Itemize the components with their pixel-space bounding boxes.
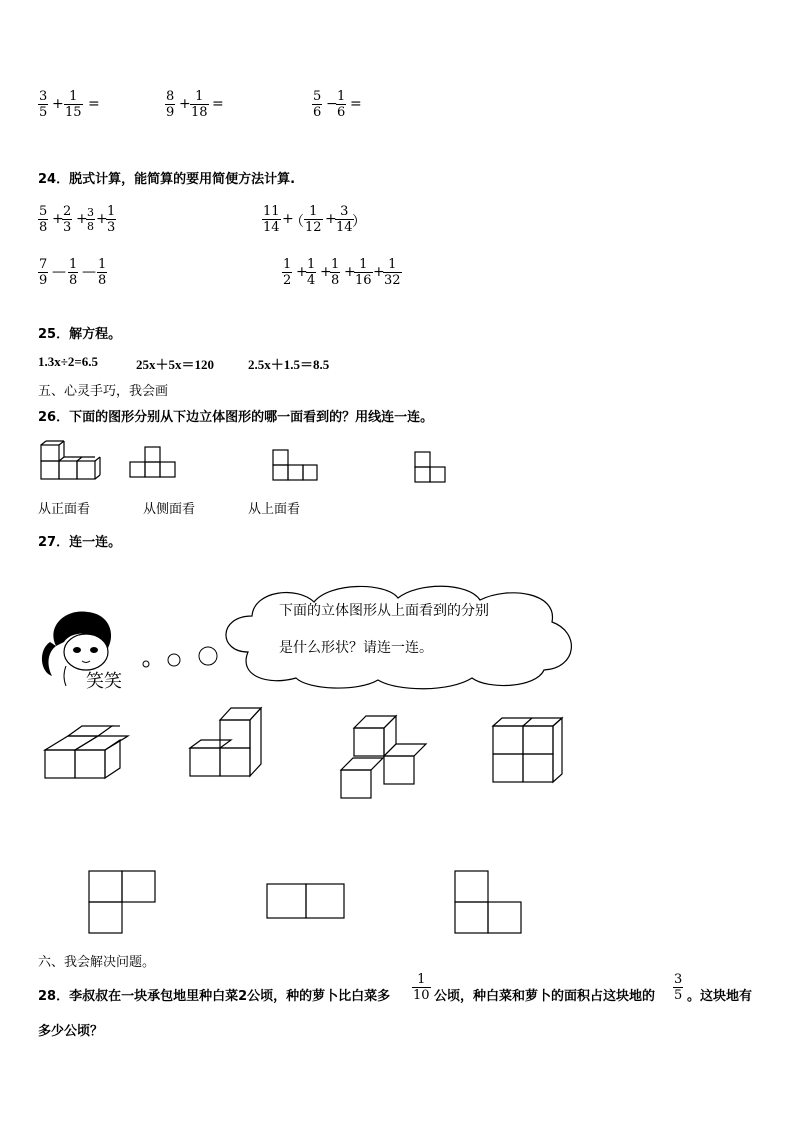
operator: + bbox=[373, 264, 385, 280]
q26-view-1 bbox=[130, 446, 176, 482]
equals: = bbox=[88, 96, 100, 112]
operator: + bbox=[76, 211, 88, 227]
fraction: $\frac{5}{6}$ bbox=[313, 89, 322, 120]
fraction: $\frac{1}{8}$ bbox=[98, 257, 107, 288]
paren-open: （ bbox=[290, 214, 304, 230]
q27-solid-3 bbox=[340, 714, 424, 802]
fraction: $\frac{1}{8}$ bbox=[331, 257, 340, 288]
q26-view-3 bbox=[414, 451, 446, 485]
bubble-text-line-2: 是什么形状？请连一连。 bbox=[279, 640, 433, 656]
fraction: $\frac{1}{15}$ bbox=[65, 89, 82, 120]
thought-bubble bbox=[218, 582, 582, 690]
q28-text-part-3: 。这块地有 bbox=[687, 989, 753, 1004]
equation-1: 1.3x÷2=6.5 bbox=[38, 354, 99, 369]
fraction: $\frac{1}{3}$ bbox=[107, 204, 116, 235]
operator: − bbox=[326, 96, 338, 112]
q27-title: 27．连一连。 bbox=[38, 535, 122, 550]
fraction: $\frac{1}{6}$ bbox=[337, 89, 346, 120]
q24-title: 24．脱式计算，能简算的要用简便方法计算. bbox=[38, 172, 296, 187]
operator: + bbox=[296, 264, 308, 280]
q26-solid bbox=[40, 444, 102, 484]
equals: = bbox=[212, 96, 224, 112]
operator: + bbox=[52, 211, 64, 227]
q28-fraction-2: $\frac{3}{5}$ bbox=[674, 972, 683, 1003]
operator: + bbox=[344, 264, 356, 280]
operator: + bbox=[320, 264, 332, 280]
q28-text-part-2: 公顷，种白菜和萝卜的面积占这块地的 bbox=[434, 989, 656, 1004]
operator: — bbox=[52, 264, 66, 280]
q27-top-view-2 bbox=[266, 883, 346, 919]
q28-text-line-2: 多少公顷？ bbox=[38, 1024, 104, 1039]
fraction: $\frac{1}{8}$ bbox=[69, 257, 78, 288]
equals: = bbox=[350, 96, 362, 112]
q27-solid-4 bbox=[492, 716, 568, 786]
q27-solid-1 bbox=[44, 722, 124, 780]
fraction: $\frac{8}{9}$ bbox=[166, 89, 175, 120]
operator: + bbox=[325, 211, 337, 227]
q25-title: 25．解方程。 bbox=[38, 327, 122, 342]
operator: + bbox=[282, 211, 294, 227]
label-side-view: 从侧面看 bbox=[143, 502, 196, 517]
label-front-view: 从正面看 bbox=[38, 502, 91, 517]
girl-caption: 笑笑 bbox=[86, 671, 122, 692]
operator: + bbox=[179, 96, 191, 112]
q28-text-part-1: 28．李叔叔在一块承包地里种白菜2公顷，种的萝卜比白菜多 bbox=[38, 989, 391, 1004]
q27-solid-2 bbox=[189, 706, 263, 778]
section-6-heading: 六、我会解决问题。 bbox=[38, 955, 156, 970]
fraction: $\frac{3}{14}$ bbox=[336, 204, 353, 235]
q28-fraction-1: $\frac{1}{10}$ bbox=[413, 972, 430, 1003]
fraction: $\frac{1}{4}$ bbox=[307, 257, 316, 288]
fraction: $\frac{1}{16}$ bbox=[355, 257, 372, 288]
fraction: $\frac{11}{14}$ bbox=[263, 204, 280, 235]
q26-title: 26．下面的图形分别从下边立体图形的哪一面看到的？用线连一连。 bbox=[38, 410, 434, 425]
equation-3: 2.5x＋1.5＝8.5 bbox=[248, 357, 330, 372]
fraction: $\frac{7}{9}$ bbox=[39, 257, 48, 288]
fraction: $\frac{2}{3}$ bbox=[63, 204, 72, 235]
bubble-text-line-1: 下面的立体图形从上面看到的分别 bbox=[279, 603, 489, 619]
fraction: $\frac{1}{32}$ bbox=[384, 257, 401, 288]
section-5-heading: 五、心灵手巧，我会画 bbox=[38, 384, 169, 399]
fraction: $\frac{3}{8}$ bbox=[87, 206, 94, 233]
label-top-view: 从上面看 bbox=[248, 502, 301, 517]
q27-top-view-1 bbox=[88, 870, 158, 934]
equation-2: 25x＋5x＝120 bbox=[136, 357, 215, 372]
q26-view-2 bbox=[272, 449, 318, 483]
fraction: $\frac{3}{5}$ bbox=[39, 89, 48, 120]
operator: — bbox=[82, 264, 96, 280]
fraction: $\frac{1}{2}$ bbox=[283, 257, 292, 288]
fraction: $\frac{1}{18}$ bbox=[191, 89, 208, 120]
thought-dots bbox=[140, 640, 220, 670]
operator: + bbox=[96, 211, 108, 227]
q27-top-view-3 bbox=[454, 870, 524, 934]
paren-close: ） bbox=[352, 214, 366, 230]
operator: + bbox=[52, 96, 64, 112]
fraction: $\frac{5}{8}$ bbox=[39, 204, 48, 235]
fraction: $\frac{1}{12}$ bbox=[305, 204, 322, 235]
